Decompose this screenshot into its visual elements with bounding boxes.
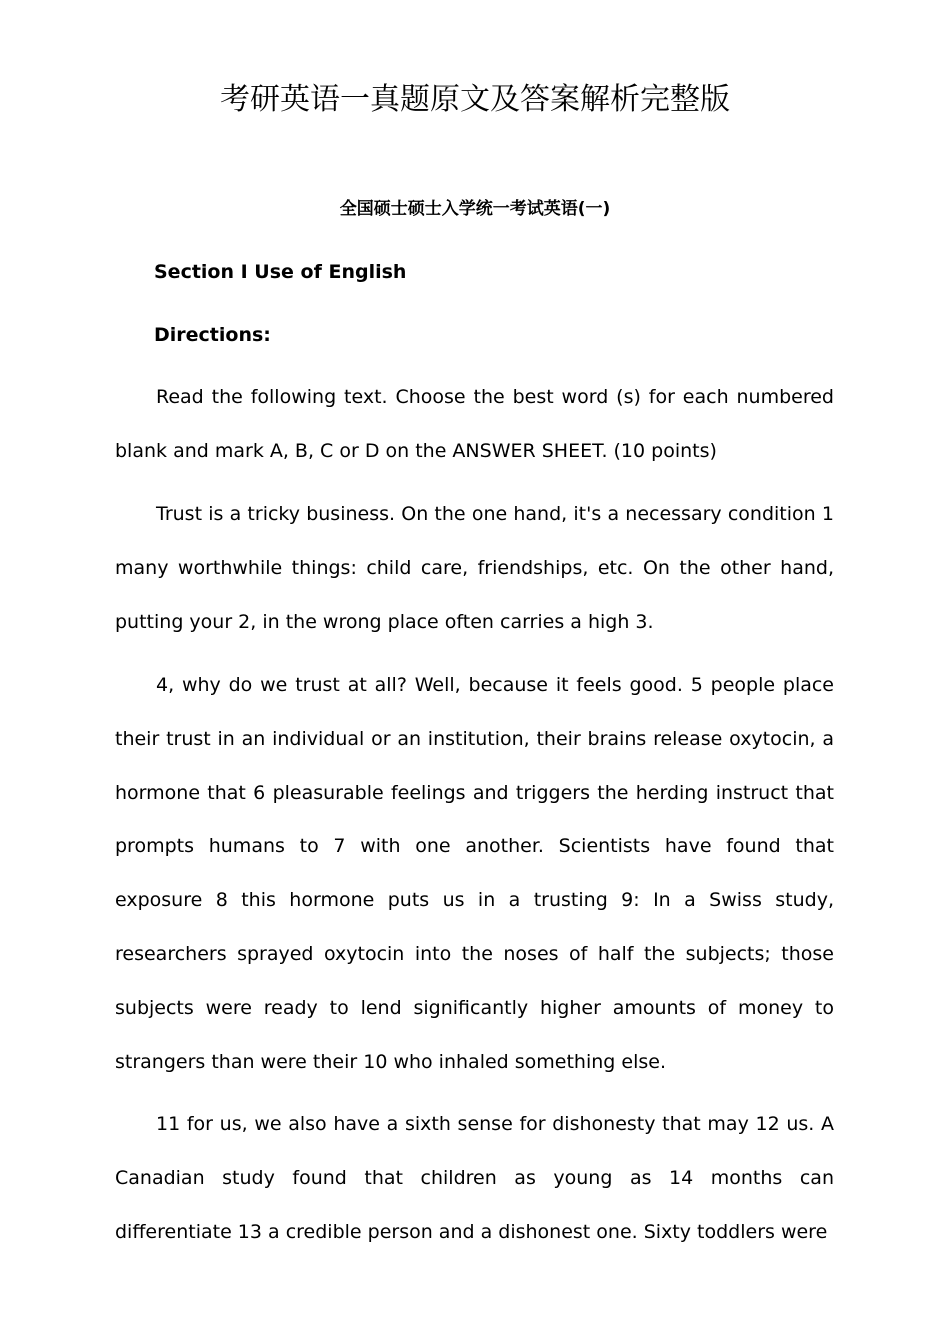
exam-subtitle: 全国硕士硕士入学统一考试英语(一) (339, 199, 611, 219)
section-heading: Section I Use of English (154, 261, 407, 283)
passage-paragraph-3: 11 for us, we also have a sixth sense for dishonesty that may 12 us. A Canadian study found that children as young as 14 months can differentiate 13 a credible person and a dishonest one. Sixty toddlers were (115, 1113, 834, 1243)
document-title: 考研英语一真题原文及答案解析完整版 (220, 82, 730, 117)
passage-paragraph-1: Trust is a tricky business. On the one hand, it's a necessary condition 1 many worthwhile things: child care, friendships, etc. On the other hand, putting your 2, in the wrong place often carries a high 3. (115, 503, 834, 633)
directions-paragraph: Read the following text. Choose the best word (s) for each numbered blank and mark A, B, C or D on the ANSWER SHEET. (10 points) (115, 386, 834, 462)
directions-heading: Directions: (154, 324, 271, 346)
passage-paragraph-2: 4, why do we trust at all? Well, because it feels good. 5 people place their trust in an individual or an institution, their brains release oxytocin, a hormone that 6 pleasurable feelings and triggers the herding instruct that prompts humans to 7 with one another. Scientists have found that exposure 8 this hormone puts us in a trusting 9: In a Swiss study, researchers sprayed oxytocin into the noses of half the subjects; those subjects were ready to lend significantly higher amounts of money to strangers than were their 10 who inhaled something else. (115, 674, 834, 1073)
